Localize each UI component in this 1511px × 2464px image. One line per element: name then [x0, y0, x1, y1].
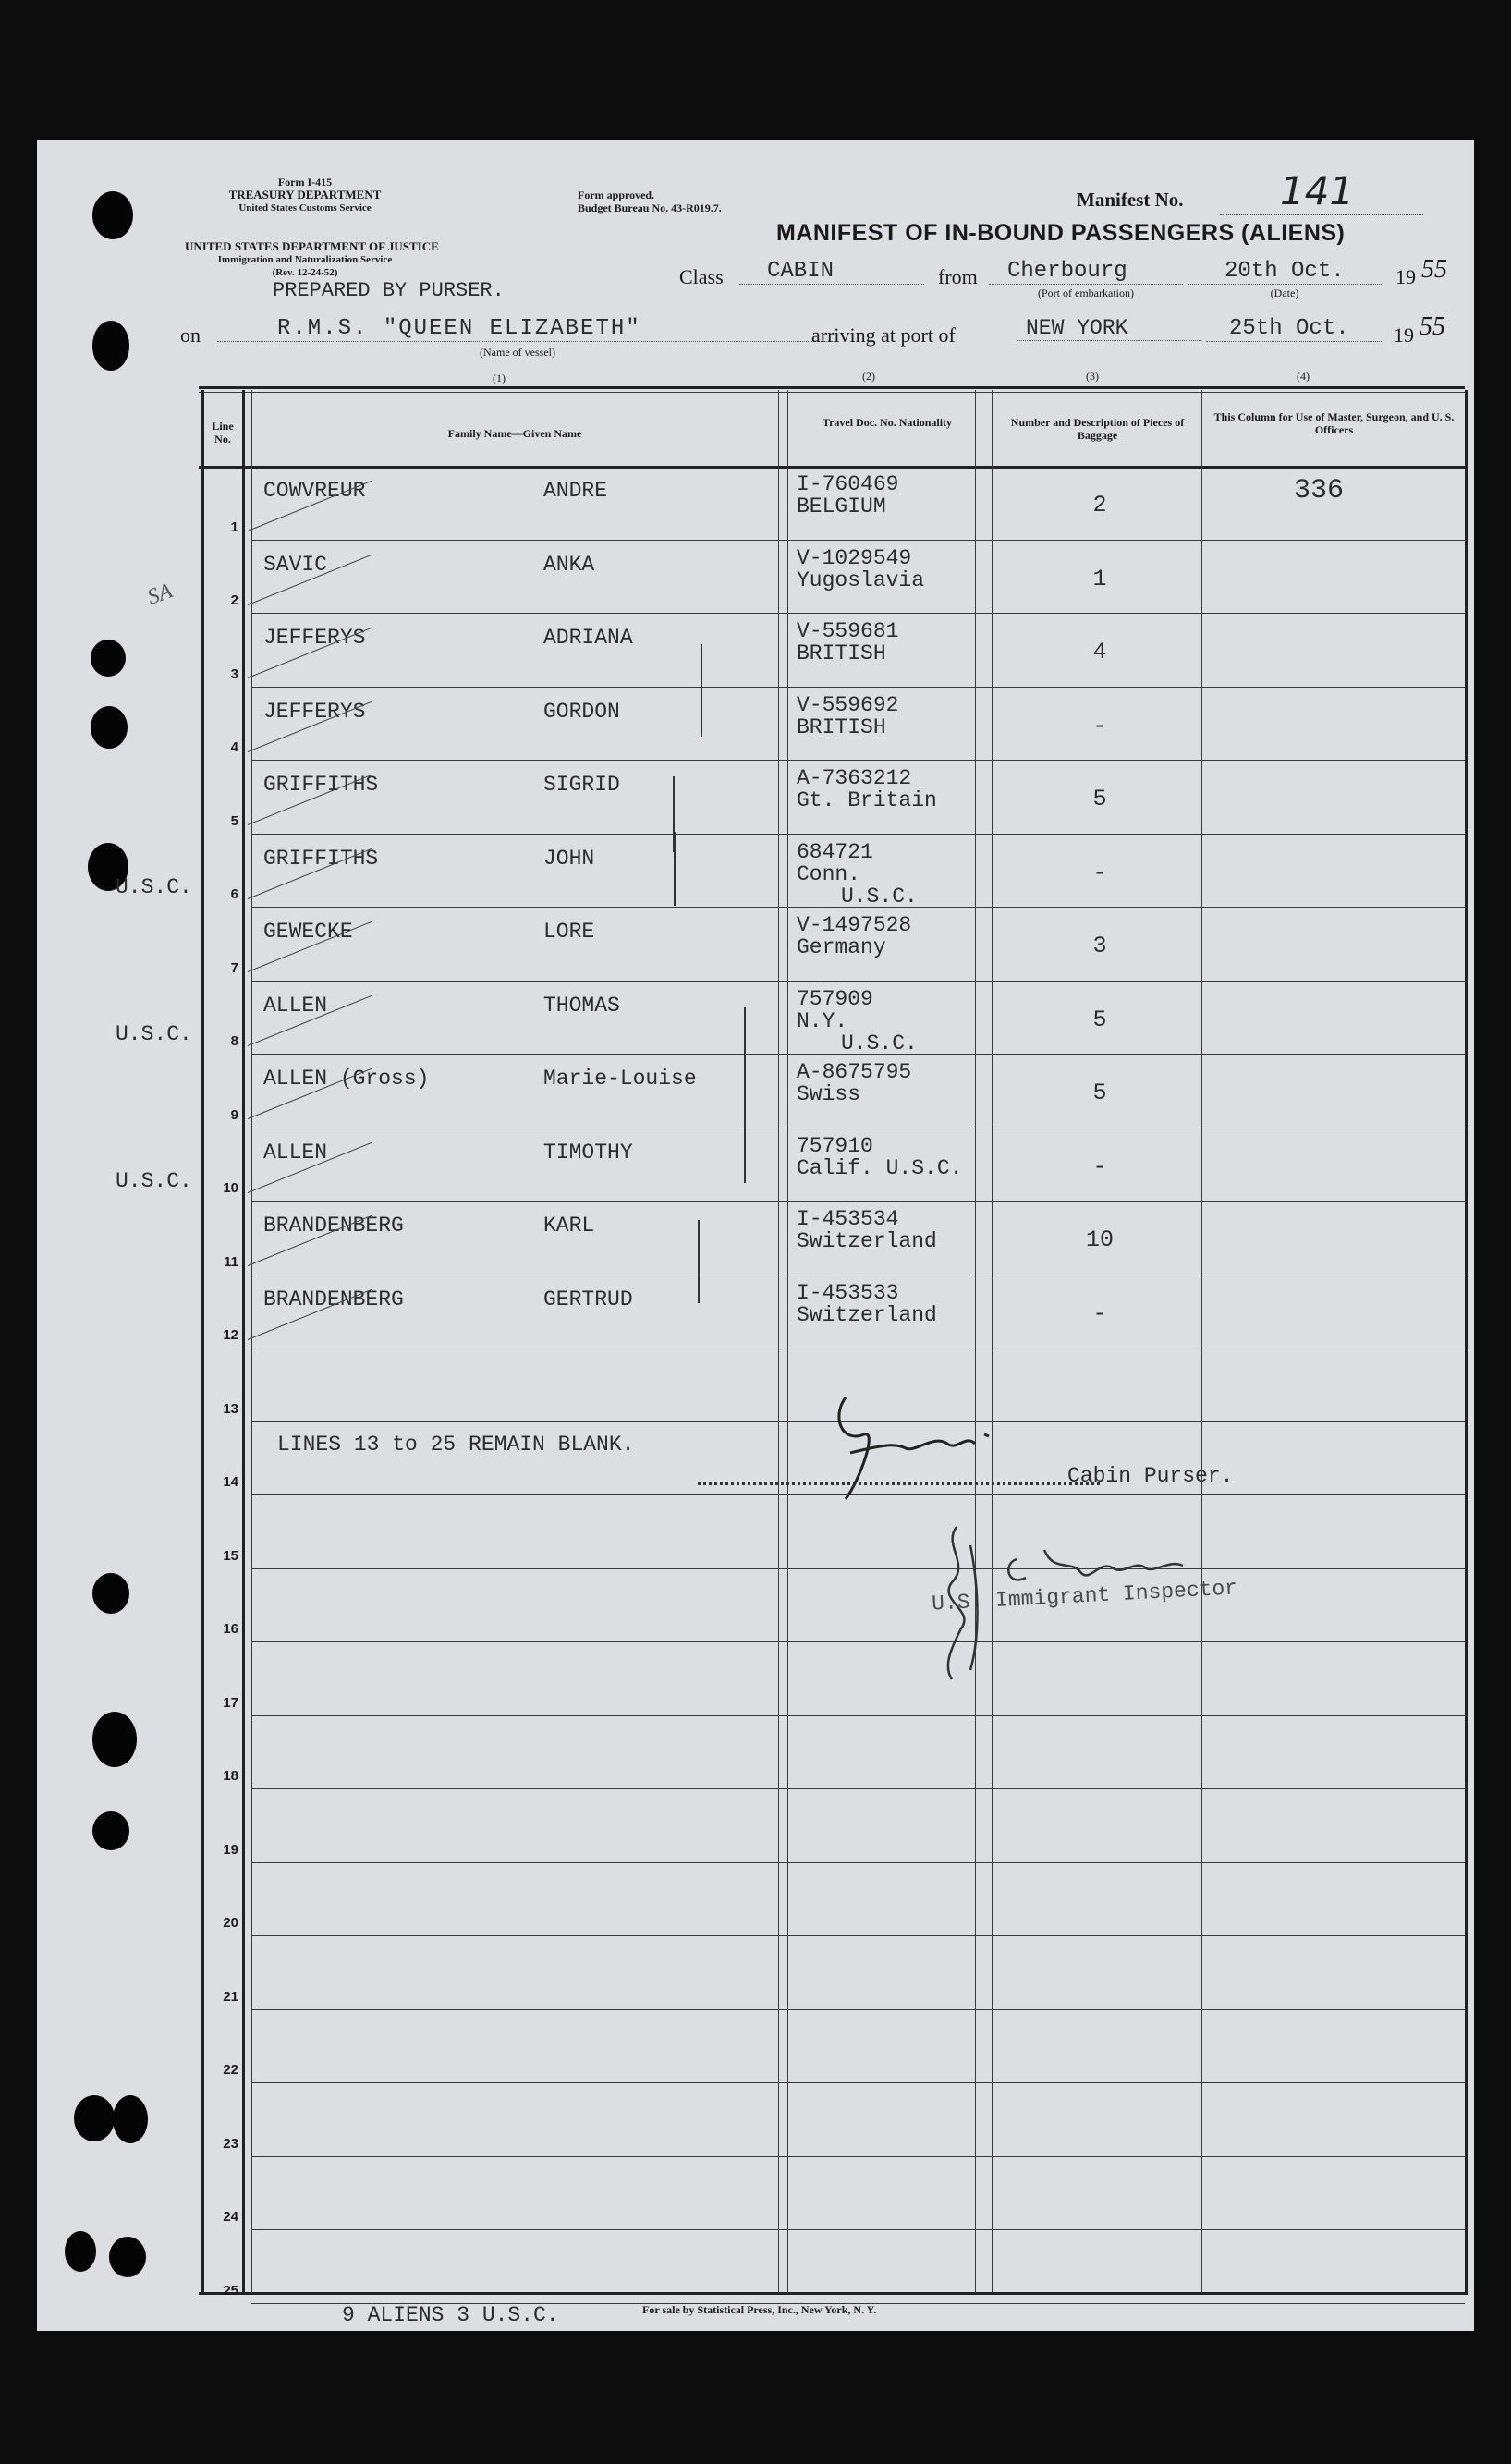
col-number-3: (3): [1086, 370, 1099, 383]
margin-usc: U.S.C.: [116, 874, 192, 899]
line-number: 11: [224, 1253, 238, 1270]
row-rule: [251, 2082, 1465, 2083]
punch-hole: [92, 1573, 129, 1614]
nationality: BRITISH: [797, 714, 886, 739]
travel-doc-no: A-8675795: [797, 1060, 912, 1084]
port-of-embarkation: [989, 259, 1183, 285]
given-name: GERTRUD: [543, 1287, 633, 1311]
line-number: 8: [230, 1033, 238, 1049]
family-name: GEWECKE: [263, 920, 353, 944]
baggage-count: 10: [1085, 1226, 1114, 1253]
line-number: 1: [230, 518, 238, 535]
year-prefix-2: 19: [1394, 323, 1414, 347]
header-bottom-rule: [199, 466, 1465, 469]
ins-service: Immigration and Naturalization Service: [217, 254, 393, 265]
baggage-count: -: [1092, 1299, 1107, 1327]
travel-doc-no: I-760469: [797, 472, 899, 496]
line-number: 2: [230, 592, 238, 608]
line-number: 21: [223, 1988, 238, 2005]
baggage-count: 5: [1092, 786, 1107, 812]
travel-doc-no: 757909: [797, 986, 873, 1011]
year-2: 55: [1420, 312, 1445, 341]
year-prefix-1: 19: [1395, 265, 1416, 288]
col-header-line-no: Line No.: [212, 420, 234, 445]
col-number-1: (1): [493, 372, 506, 384]
col-header-officers: This Column for Use of Master, Surgeon, and U. S. Officers: [1213, 410, 1455, 436]
line-number: 13: [223, 1400, 238, 1417]
punch-hole: [92, 321, 129, 371]
punch-hole: [109, 2237, 146, 2277]
travel-doc-no: V-559681: [797, 619, 899, 643]
line-number: 24: [223, 2209, 238, 2225]
row-rule: [251, 1641, 1465, 1642]
purser-title: Cabin Purser.: [1067, 1464, 1234, 1488]
given-name: THOMAS: [543, 993, 620, 1018]
budget-bureau: Budget Bureau No. 43-R019.7.: [578, 201, 722, 214]
row-rule: [251, 1715, 1465, 1716]
family-name: SAVIC: [263, 552, 328, 577]
given-name: TIMOTHY: [543, 1140, 633, 1165]
manifest-no-value: 141: [1280, 168, 1355, 213]
baggage-count: 3: [1092, 933, 1107, 959]
given-name: ADRIANA: [543, 626, 633, 650]
nationality: Swiss: [797, 1082, 861, 1106]
baggage-count: -: [1092, 1153, 1107, 1180]
nationality: Switzerland: [797, 1302, 937, 1327]
family-bracket: [698, 1220, 700, 1303]
line-number: 9: [230, 1106, 238, 1123]
officer-number: 336: [1294, 475, 1345, 506]
agency-block: [185, 176, 425, 214]
line-number: 7: [230, 959, 238, 976]
line-number: 14: [223, 1474, 238, 1490]
table-bottom-rule: [199, 2292, 1468, 2295]
col-header-name: Family Name—Given Name: [447, 427, 582, 440]
col-number-4: (4): [1297, 370, 1310, 383]
family-name: JEFFERYS: [263, 626, 366, 650]
nationality: Gt. Britain: [797, 788, 937, 812]
punch-hole: [91, 640, 126, 677]
family-name: GRIFFITHS: [263, 846, 379, 871]
family-bracket: [744, 1007, 746, 1183]
revision: (Rev. 12-24-52): [272, 267, 338, 278]
inspector-signature: [915, 1508, 1229, 1693]
row-rule: [251, 2009, 1465, 2010]
purser-signature: [795, 1379, 1072, 1518]
family-name: GRIFFITHS: [263, 773, 379, 797]
baggage-count: 4: [1092, 639, 1107, 665]
family-name: ALLEN (Gross): [263, 1067, 430, 1091]
class-value: [739, 259, 924, 285]
col-number-2: (2): [862, 370, 875, 383]
justice-dept: UNITED STATES DEPARTMENT OF JUSTICE: [185, 239, 439, 253]
table-top-rule: [199, 386, 1465, 389]
line-number: 22: [223, 2062, 238, 2078]
table-top-rule-2: [199, 392, 1465, 393]
family-name: ALLEN: [263, 1140, 328, 1165]
line-number: 16: [223, 1621, 238, 1637]
punch-hole: [65, 2231, 96, 2272]
line-number: 15: [223, 1547, 238, 1564]
punch-hole: [74, 2095, 115, 2141]
family-name: BRANDENBERG: [263, 1287, 404, 1311]
punch-hole: [91, 706, 128, 749]
margin-usc: U.S.C.: [116, 1021, 192, 1046]
form-title: MANIFEST OF IN-BOUND PASSENGERS (ALIENS): [776, 220, 1346, 246]
line-number: 4: [230, 739, 238, 755]
row-rule: [251, 760, 1465, 761]
nationality: BELGIUM: [797, 494, 886, 518]
punch-hole: [92, 1712, 137, 1767]
year-1: 55: [1421, 255, 1447, 284]
travel-doc-no: V-559692: [797, 692, 899, 717]
line-number: 17: [223, 1694, 238, 1711]
punch-hole: [92, 191, 133, 239]
arriving-label: arriving at port of: [811, 323, 956, 347]
punch-hole: [113, 2095, 148, 2143]
col-header-travel-doc: Travel Doc. No. Nationality: [822, 416, 953, 429]
given-name: GORDON: [543, 699, 620, 724]
nationality: N.Y.: [797, 1008, 848, 1033]
class-label: Class: [679, 265, 724, 288]
blank-lines-note: LINES 13 to 25 REMAIN BLANK.: [277, 1433, 635, 1457]
family-name: BRANDENBERG: [263, 1214, 404, 1238]
baggage-count: 1: [1092, 565, 1107, 592]
from-label: from: [938, 265, 978, 288]
nationality: Conn.: [797, 861, 861, 886]
date-caption: (Date): [1270, 287, 1299, 299]
margin-usc: U.S.C.: [116, 1168, 192, 1193]
baggage-count: 5: [1092, 1006, 1107, 1033]
line-number: 5: [230, 812, 238, 829]
manifest-no-label: Manifest No.: [1077, 189, 1184, 211]
on-label: on: [180, 323, 201, 347]
given-name: JOHN: [543, 846, 595, 871]
punch-hole: [92, 1811, 129, 1850]
given-name: LORE: [543, 920, 595, 944]
travel-doc-no: 684721: [797, 839, 873, 864]
line-number: 23: [223, 2135, 238, 2152]
travel-doc-no: I-453533: [797, 1280, 899, 1305]
baggage-count: 5: [1092, 1080, 1107, 1106]
row-rule: [251, 1788, 1465, 1789]
approval-text: Form approved.: [578, 189, 655, 201]
nationality: Switzerland: [797, 1229, 937, 1253]
given-name: SIGRID: [543, 773, 620, 797]
family-bracket: [701, 644, 702, 737]
travel-doc-no: V-1029549: [797, 545, 912, 570]
prepared-by: PREPARED BY PURSER.: [273, 279, 505, 302]
row-rule: [251, 1568, 1465, 1569]
nationality: BRITISH: [797, 641, 886, 665]
line-number: 20: [223, 1915, 238, 1931]
row-rule: [251, 540, 1465, 541]
nationality: Yugoslavia: [797, 567, 925, 592]
row-rule: [251, 981, 1465, 982]
row-rule: [251, 1862, 1465, 1863]
port-caption: (Port of embarkation): [1038, 287, 1134, 299]
departure-date: 20th Oct.: [1188, 259, 1382, 285]
class-text: CABIN: [767, 259, 835, 284]
line-number: 25: [223, 2282, 238, 2299]
given-name: Marie-Louise: [543, 1067, 697, 1091]
line-number: 19: [223, 1841, 238, 1858]
treasury-dept: TREASURY DEPARTMENT: [228, 188, 382, 201]
customs-service: United States Customs Service: [238, 202, 372, 213]
nationality-note: U.S.C.: [841, 1031, 918, 1055]
given-name: KARL: [543, 1214, 595, 1238]
nationality-note: U.S.C.: [841, 884, 918, 909]
arrival-date: 25th Oct.: [1206, 316, 1382, 342]
line-number: 6: [230, 886, 238, 902]
row-rule: [251, 1935, 1465, 1936]
row-rule: [251, 1201, 1465, 1202]
manifest-page: [37, 140, 1474, 2331]
line-number: 12: [223, 1327, 238, 1343]
arrival-port: NEW YORK: [1017, 316, 1201, 341]
port-text: Cherbourg: [1007, 259, 1127, 284]
nationality: Calif. U.S.C.: [797, 1155, 963, 1180]
row-rule: [251, 2156, 1465, 2157]
col-border-right: [1465, 390, 1468, 2294]
family-name: JEFFERYS: [263, 699, 366, 724]
row-rule: [251, 687, 1465, 688]
inspector-title: U.S. Immigrant Inspector: [931, 1576, 1238, 1616]
line-number: 18: [223, 1768, 238, 1784]
approval-block: [578, 189, 722, 214]
justice-block: [185, 239, 439, 279]
given-name: ANDRE: [543, 479, 608, 503]
line-number: 3: [230, 665, 238, 682]
given-name: ANKA: [543, 552, 595, 577]
travel-doc-no: A-7363212: [797, 766, 912, 790]
baggage-count: -: [1092, 859, 1107, 886]
baggage-count: -: [1092, 712, 1107, 739]
col-header-baggage: Number and Description of Pieces of Baggage: [1010, 416, 1185, 442]
family-bracket: [674, 832, 676, 906]
travel-doc-no: 757910: [797, 1133, 873, 1158]
col-border-line: [242, 390, 245, 2294]
nationality: Germany: [797, 935, 886, 959]
row-rule: [251, 613, 1465, 614]
row-rule: [251, 834, 1465, 835]
vessel-caption: (Name of vessel): [480, 346, 555, 359]
form-number: Form I-415: [277, 176, 333, 189]
travel-doc-no: I-453534: [797, 1207, 899, 1231]
line-number: 10: [223, 1180, 238, 1196]
printer-credit: For sale by Statistical Press, Inc., New York, N. Y.: [642, 2303, 877, 2316]
vessel-name: R.M.S. "QUEEN ELIZABETH": [217, 316, 836, 342]
baggage-count: 2: [1092, 492, 1107, 518]
margin-mark: SA: [144, 579, 177, 610]
travel-doc-no: V-1497528: [797, 913, 912, 937]
family-name: COWVREUR: [263, 479, 366, 503]
row-rule: [251, 2229, 1465, 2230]
family-name: ALLEN: [263, 993, 328, 1018]
alien-summary: 9 ALIENS 3 U.S.C.: [342, 2303, 559, 2327]
